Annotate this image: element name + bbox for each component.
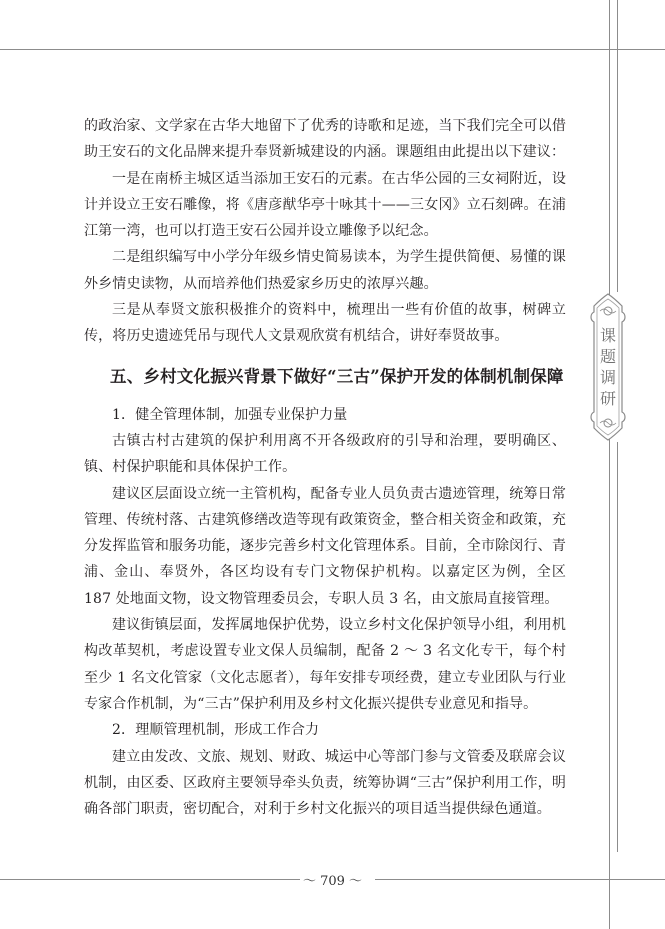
paragraph: 建议街镇层面，发挥属地保护优势，设立乡村文化保护领导小组，利用机构改革契机，考虑设置专业文保人员编制，配备 2 ～ 3 名文化专干，每个村至少 1 名文化管家（文化志愿者），每年安排专项经费，建立专业团队与行业专家合作机制，为“三古”保护利用及乡村文化振兴提供专业意见和指导。	[84, 617, 566, 712]
paragraph: 建议区层面设立统一主管机构，配备专业人员负责古遗迹管理，统筹日常管理、传统村落、古建筑修缮改造等现有政策资金，整合相关资金和政策，充分发挥监管和服务功能，逐步完善乡村文化管理体系。目前，全市除闵行、青浦、金山、奉贤外，各区均设有专门文物保护机构。以嘉定区为例，全区 187 处地面文物，设文物管理委员会，专职人员 3 名，由文旅局直接管理。	[84, 485, 566, 607]
page-number: ～ 709 ～	[302, 874, 363, 889]
subsection-heading: 2．理顺管理机制，形成工作合力	[112, 722, 320, 739]
side-tab	[588, 292, 628, 442]
margin-rule-inner	[617, 0, 618, 292]
side-tab-char: 研	[599, 389, 616, 408]
side-tab-char: 课	[599, 326, 616, 345]
paragraph: 建立由发改、文旅、规划、财政、城运中心等部门参与文管委及联席会议机制，由区委、区政府主要领导牵头负责，统筹协调“三古”保护利用工作，明确各部门职责，密切配合，对利于乡村文化振兴的项目适当提供绿色通道。	[84, 748, 566, 818]
paragraph: 的政治家、文学家在古华大地留下了优秀的诗歌和足迹，当下我们完全可以借助王安石的文化品牌来提升奉贤新城建设的内涵。课题组由此提出以下建议：	[84, 118, 566, 161]
margin-rule-inner-lower	[617, 442, 618, 852]
paragraph: 一是在南桥主城区适当添加王安石的元素。在古华公园的三女祠附近，设计并设立王安石雕像，将《唐彦猷华亭十咏其十——三女冈》立石刻碑。在浦江第一湾，也可以打造王安石公园并设立雕像予以纪念。	[84, 170, 566, 240]
paragraph: 古镇古村古建筑的保护利用离不开各级政府的引导和治理，要明确区、镇、村保护职能和具体保护工作。	[84, 432, 566, 476]
side-tab-char: 调	[599, 368, 616, 387]
header-rule	[0, 49, 665, 50]
paragraph: 二是组织编写中小学分年级乡情史简易读本，为学生提供简便、易懂的课外乡情史读物，从而培养他们热爱家乡历史的浓厚兴趣。	[84, 249, 566, 292]
subsection-heading: 1．健全管理体制，加强专业保护力量	[112, 406, 348, 423]
side-tab-char: 题	[599, 347, 616, 366]
section-heading: 五、乡村文化振兴背景下做好“三古”保护开发的体制机制保障	[110, 366, 564, 386]
side-tab-label	[588, 325, 628, 409]
margin-rule-outer	[609, 0, 610, 929]
page-body	[84, 113, 566, 822]
paragraph: 三是从奉贤文旅积极推介的资料中，梳理出一些有价值的故事，树碑立传，将历史遗迹凭吊与现代人文景观欣赏有机结合，讲好奉贤故事。	[84, 302, 566, 345]
